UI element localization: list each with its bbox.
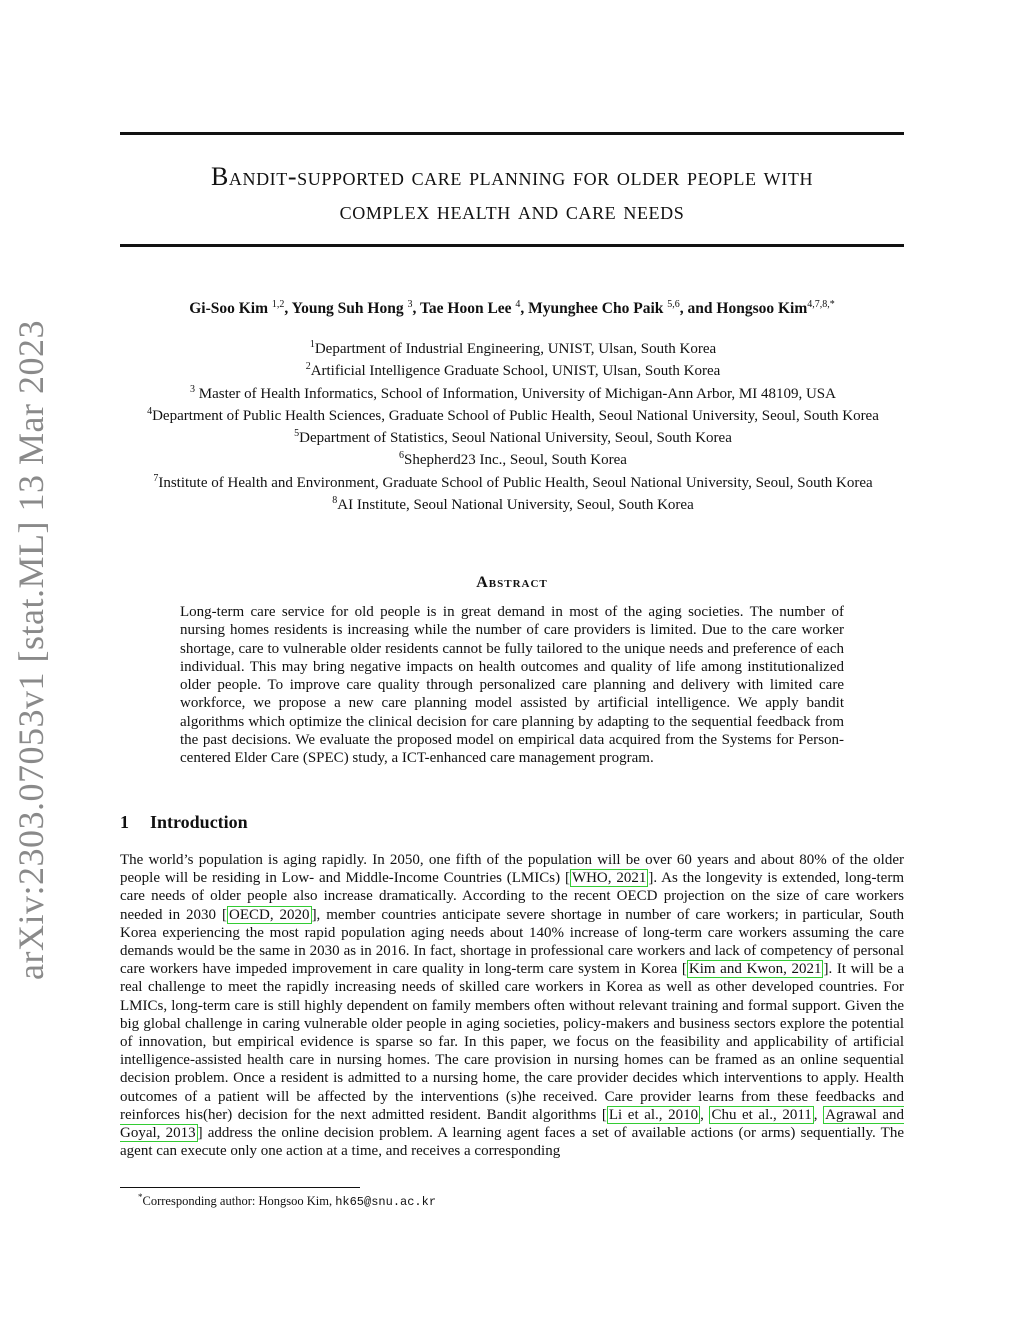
section-title: Introduction	[150, 812, 248, 832]
author-separator: ,	[412, 300, 420, 318]
author-separator: , and	[679, 300, 717, 318]
abstract-text: Long-term care service for old people is in great demand in most of the aging societies. The number of nursing homes residents is increasing while the number of care providers is limited. Due to the care worker shortage, care to vulnerable older residents cannot be fully tailored to the unique needs and preference of each individual. This may bring negative impacts on health outcomes and quality of life among institutionalized older people. To improve care quality through personalized care planning and delivery with limited care workforce, we propose a new care planning model assisted by artificial intelligence. We apply bandit algorithms which optimize the clinical decision for care planning by adapting to the sequential feedback from the past decisions. We evaluate the proposed model on empirical data acquired from the Systems for Person-centered Elder Care (SPEC) study, a ICT-enhanced care management program.	[180, 604, 844, 767]
affiliation-mark: 6	[399, 450, 405, 462]
citation-link[interactable]: Agrawal and Goyal, 2013	[120, 1106, 904, 1142]
affiliation-list	[118, 336, 908, 514]
affiliation-mark: 1	[309, 339, 315, 350]
body-text-run: ,	[700, 1106, 710, 1123]
affiliation-item	[118, 358, 908, 380]
citation-link[interactable]: WHO, 2021	[571, 870, 647, 887]
corresponding-email[interactable]: hk65@snu.ac.kr	[335, 1195, 437, 1210]
arxiv-identifier	[2, 320, 60, 980]
author-affil-mark: 5,6	[667, 299, 680, 310]
affiliation-text: AI Institute, Seoul National University, Seoul, South Korea	[337, 497, 694, 514]
citation-link[interactable]: Chu et al., 2011	[711, 1106, 812, 1123]
affiliation-text: Shepherd23 Inc., Seoul, South Korea	[404, 452, 627, 469]
body-text-run: ], member countries anticipate severe shortage in number of care workers; in particular, South Korea experiencing the most rapid population aging needs about 140% increase of long-term care workers assuming the care demands would be the same in 2030 as in 2016. In fact, shortage in professional care workers and lack of competency of personal care workers have impeded improvement in care quality in long-term care system in Korea [	[120, 906, 905, 978]
title-line-1: Bandit-supported care planning for older people with	[210, 162, 814, 191]
affiliation-mark: 8	[332, 495, 338, 507]
author-separator: ,	[284, 300, 292, 318]
title-top-rule	[120, 132, 904, 135]
footnote-rule	[120, 1187, 360, 1188]
body-text-run: ,	[813, 1106, 824, 1123]
citation-link[interactable]: Li et al., 2010	[608, 1106, 699, 1123]
affiliation-item	[118, 336, 908, 358]
body-text-run: The world’s population is aging rapidly. In 2050, one fifth of the population will be over 60 years and about 80% of the older people will be residing in Low- and Middle-Income Countries (LMICs) [	[120, 852, 904, 887]
affiliation-text: Master of Health Informatics, School of Information, University of Michigan-Ann Arbor, MI 48109, USA	[195, 385, 836, 402]
author-name: Hongsoo Kim	[716, 300, 808, 318]
affiliation-mark: 5	[294, 428, 300, 440]
author-affil-mark: 4,7,8,*	[807, 299, 835, 310]
abstract-heading: Abstract	[476, 574, 548, 591]
section-heading	[120, 812, 248, 833]
affiliation-text: Institute of Health and Environment, Graduate School of Public Health, Seoul National University, Seoul, South Korea	[158, 474, 873, 491]
affiliation-mark: 7	[153, 472, 159, 484]
affiliation-mark: 3	[190, 383, 196, 395]
author-affil-mark: 1,2	[271, 299, 285, 310]
section-number: 1	[120, 812, 129, 832]
arxiv-identifier-text: arXiv:2303.07053v1 [stat.ML] 13 Mar 2023	[11, 320, 52, 980]
citation-link[interactable]: Kim and Kwon, 2021	[688, 961, 822, 978]
footnote	[138, 1192, 436, 1209]
affiliation-item	[118, 492, 908, 514]
author-affil-mark: 3	[407, 299, 413, 310]
affiliation-item	[118, 403, 908, 425]
body-text-run: ]. As the longevity is extended, long-term care needs of older people also increase dramatically. According to the recent OECD projection on the size of care workers needed in 2030 [	[120, 870, 904, 923]
affiliation-item	[118, 425, 908, 447]
citation-link[interactable]: OECD, 2020	[229, 906, 310, 923]
author-name: Myunghee Cho Paik	[528, 300, 664, 318]
author-name: Tae Hoon Lee	[419, 300, 512, 318]
body-text-run: ] address the online decision problem. A learning agent faces a set of available actions (or arms) sequentially. The agent can execute only one action at a time, and receives a corresponding	[120, 1125, 904, 1160]
paper-title	[120, 160, 904, 228]
body-text-run: ]. It will be a real challenge to meet the rapidly increasing needs of skilled care workers in Korea as well as other developed countries. For LMICs, long-term care is still highly dependent on family members often without relevant training and formal support. Given the big global challenge in caring vulnerable older people in aging societies, policy-makers and business sectors explore the potential of innovation, but empirical evidence is sparse so far. In this paper, we focus on the feasibility and applicability of artificial intelligence-assisted health care in nursing homes. The care provision in nursing homes can be framed as an online sequential decision problem. Once a resident is admitted to a nursing home, the care provider decides which interventions to apply. Health outcomes of a patient will be affected by the interventions (s)he received. Care provider learns from these feedbacks and reinforces his(her) decision for the next admitted resident. Bandit algorithms [	[120, 961, 904, 1123]
affiliation-text: Department of Industrial Engineering, UNIST, Ulsan, South Korea	[314, 341, 717, 357]
affiliation-mark: 4	[147, 405, 153, 417]
author-name: Gi-Soo Kim	[189, 300, 269, 318]
author-name: Young Suh Hong	[291, 300, 404, 318]
affiliation-text: Department of Statistics, Seoul National University, Seoul, South Korea	[299, 430, 732, 447]
affiliation-text: Department of Public Health Sciences, Graduate School of Public Health, Seoul National University, Seoul, South Korea	[152, 407, 879, 424]
footnote-text: Corresponding author: Hongsoo Kim,	[142, 1194, 336, 1209]
title-line-2: complex health and care needs	[339, 196, 685, 225]
introduction-paragraph	[120, 851, 904, 1160]
author-separator: ,	[520, 300, 529, 318]
affiliation-item	[118, 381, 908, 403]
footnote-mark: *	[138, 1192, 143, 1202]
title-bottom-rule	[120, 244, 904, 247]
affiliation-item	[118, 447, 908, 469]
affiliation-item	[118, 470, 908, 492]
affiliation-text: Artificial Intelligence Graduate School, UNIST, Ulsan, South Korea	[310, 363, 721, 380]
author-affil-mark: 4	[515, 299, 521, 310]
author-list	[120, 299, 904, 318]
affiliation-mark: 2	[305, 361, 311, 373]
